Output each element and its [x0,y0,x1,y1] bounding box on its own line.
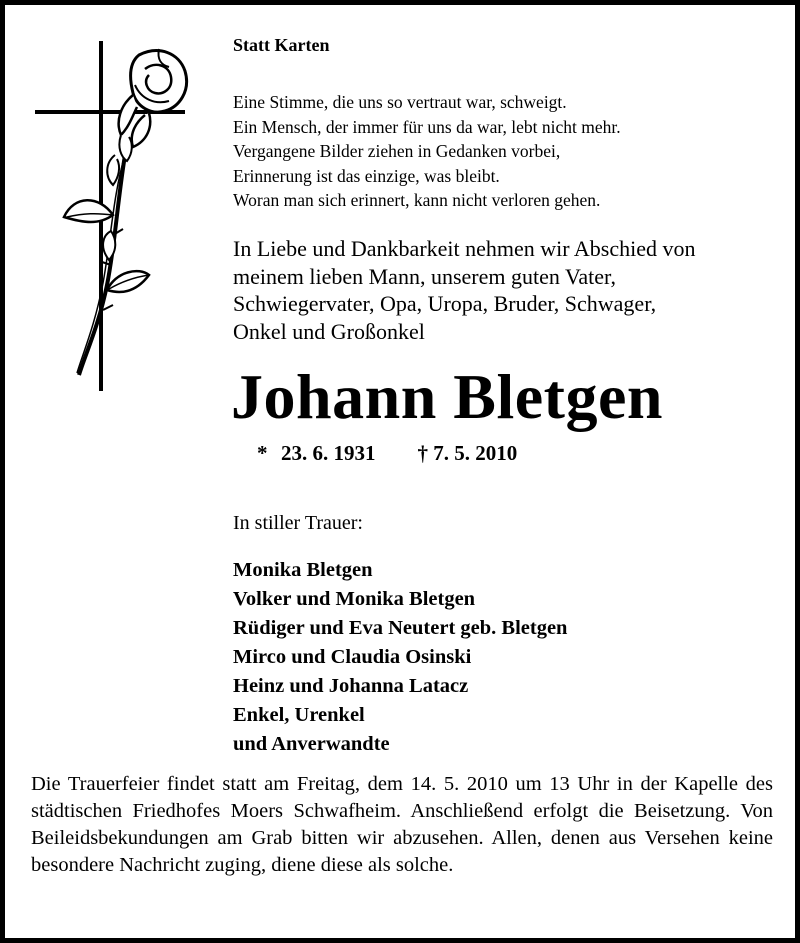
intro-line: Schwiegervater, Opa, Uropa, Bruder, Schwager, [233,291,657,316]
life-dates [257,441,517,466]
mourner-name: Volker und Monika Bletgen [233,588,476,610]
intro-line: In Liebe und Dankbarkeit nehmen wir Abschied von [233,236,696,261]
deceased-name: Johann Bletgen [231,361,663,432]
poem [233,90,621,213]
poem-line: Ein Mensch, der immer für uns da war, lebt nicht mehr. [233,116,621,137]
poem-line: Woran man sich erinnert, kann nicht verloren gehen. [233,190,601,210]
mourner-name: Enkel, Urenkel [233,704,365,726]
funeral-details: Die Trauerfeier findet statt am Freitag, dem 14. 5. 2010 um 13 Uhr in der Kapelle des städtischen Friedhofes Moers Schwafheim. Anschließend erfolgt die Beisetzung. Von Beileidsbekundungen am Grab bitten wir abzusehen. Allen, denen aus Versehen keine besondere Nachricht zuging, diene diese als solche. [31,773,773,876]
mourners-list [233,556,567,759]
intro-line: meinem lieben Mann, unserem guten Vater, [233,263,616,289]
mourner-name: Mirco und Claudia Osinski [233,646,472,668]
mourner-name: Rüdiger und Eva Neutert geb. Bletgen [233,617,568,639]
mourner-name: Heinz und Johanna Latacz [233,675,469,697]
poem-line: Erinnerung ist das einzige, was bleibt. [233,165,500,186]
mourner-name: und Anverwandte [233,733,390,755]
statt-karten-heading: Statt Karten [233,35,330,55]
birth-symbol: * [257,441,268,465]
mourner-name: Monika Bletgen [233,559,373,581]
intro-line: Onkel und Großonkel [233,318,425,344]
farewell-intro [233,235,695,345]
poem-line: Eine Stimme, die uns so vertraut war, schweigt. [233,92,567,112]
birth-date: 23. 6. 1931 [281,441,376,465]
cross-with-rose-icon [29,35,199,395]
death-date: 7. 5. 2010 [433,441,518,465]
death-symbol: † [417,441,428,465]
mourning-label: In stiller Trauer: [233,512,363,534]
poem-line: Vergangene Bilder ziehen in Gedanken vorbei, [233,141,561,161]
